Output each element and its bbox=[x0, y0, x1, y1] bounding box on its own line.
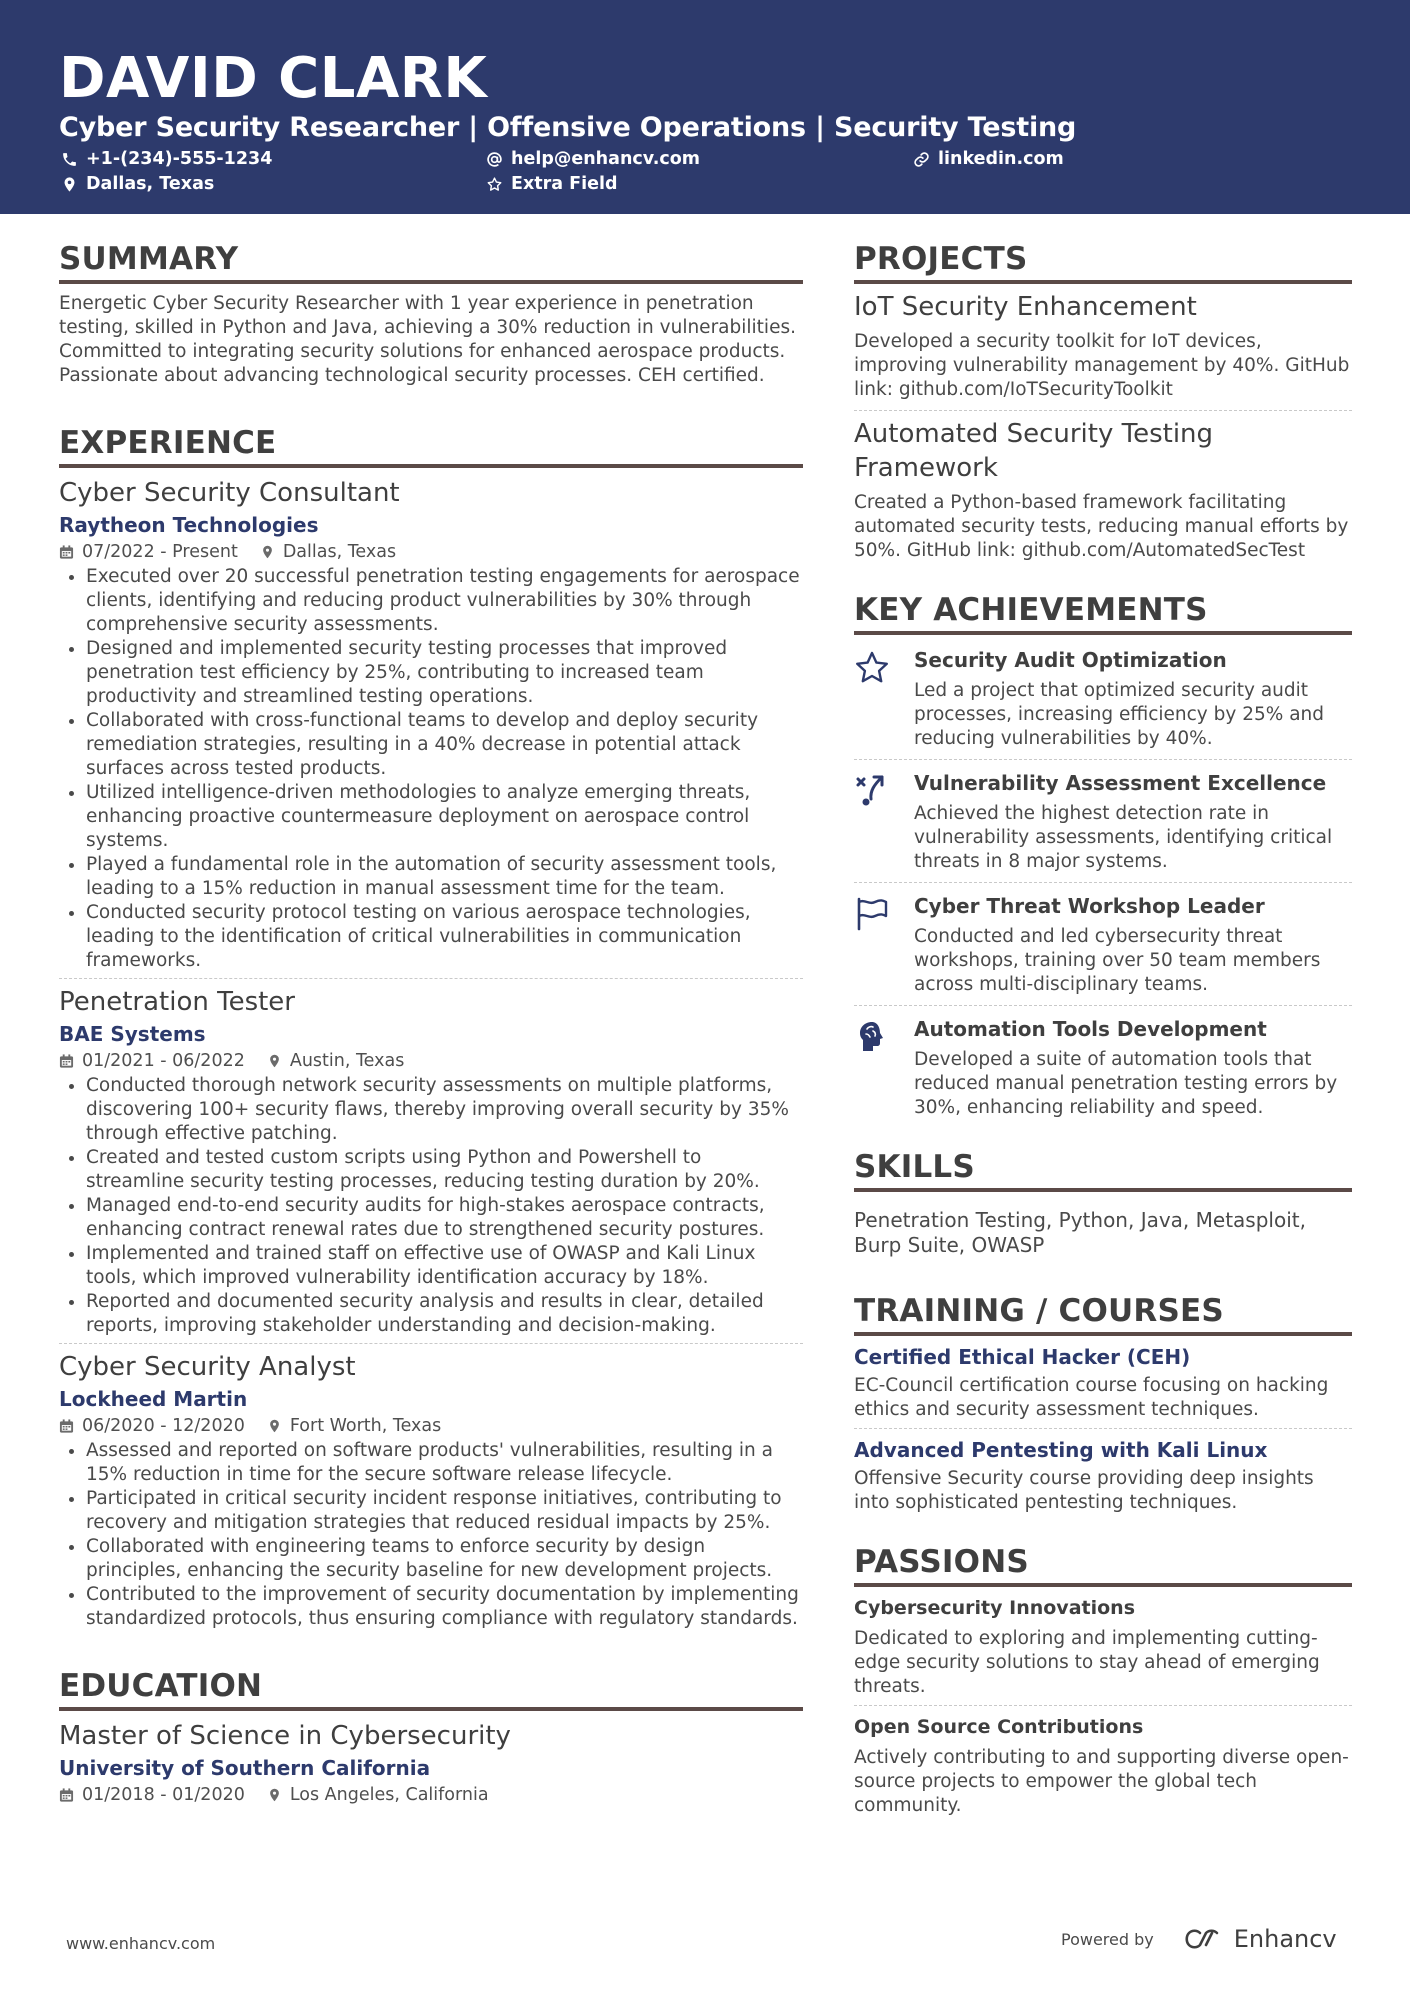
skills-text: Penetration Testing, Python, Java, Metasploit, Burp Suite, OWASP bbox=[854, 1208, 1306, 1257]
achievement-icon-wrap bbox=[854, 893, 914, 997]
project-title: IoT Security Enhancement bbox=[854, 292, 1197, 322]
job-location bbox=[260, 540, 396, 564]
bullet-item: Played a fundamental role in the automation of security assessment tools, leading to a 15% reduction in manual assessment time for the team. bbox=[59, 853, 803, 901]
education-section bbox=[59, 1667, 803, 1807]
passion-title: Cybersecurity Innovations bbox=[854, 1597, 1136, 1619]
company-name: BAE Systems bbox=[59, 1022, 206, 1046]
education-meta bbox=[59, 1783, 803, 1807]
bullet-item: Designed and implemented security testing processes that improved penetration test efficiency by 25%, contributing to increased team productivity and streamlined testing operations. bbox=[59, 637, 803, 709]
training-title: Certified Ethical Hacker (CEH) bbox=[854, 1345, 1191, 1369]
passion-entry bbox=[854, 1587, 1352, 1706]
job-bullets bbox=[59, 565, 803, 973]
bullet-item: Created and tested custom scripts using Python and Powershell to streamline security testing processes, reducing testing duration by 20%. bbox=[59, 1146, 803, 1194]
summary-text: Energetic Cyber Security Researcher with 1 year experience in penetration testing, skilled in Python and Java, achieving a 30% reduction in vulnerabilities. Committed to integrating security solutions for enhanced aerospace products. Passionate about advancing technological security processes. CEH certified. bbox=[59, 293, 796, 386]
education-location-text: Los Angeles, California bbox=[289, 1785, 489, 1805]
bullet-item: Assessed and reported on software products' vulnerabilities, resulting in a 15% reduction in time for the secure software release lifecycle. bbox=[59, 1439, 803, 1487]
bullet-item: Executed over 20 successful penetration testing engagements for aerospace clients, identifying and reducing product vulnerabilities by 30% through comprehensive security assessments. bbox=[59, 565, 803, 637]
calendar-icon bbox=[59, 1053, 74, 1069]
phone-icon bbox=[61, 151, 78, 168]
location-pin-icon bbox=[260, 544, 275, 560]
skills-section bbox=[854, 1148, 1352, 1258]
summary-section bbox=[59, 240, 803, 388]
section-title-projects: PROJECTS bbox=[854, 240, 1352, 284]
achievement-body bbox=[914, 1016, 1352, 1120]
education-dates bbox=[59, 1783, 245, 1807]
resume-header bbox=[0, 0, 1410, 214]
job-location-text: Dallas, Texas bbox=[282, 542, 397, 562]
achievement-icon-wrap bbox=[854, 1016, 914, 1120]
achievement-description: Achieved the highest detection rate in vulnerability assessments, identifying critical threats in 8 major systems. bbox=[914, 803, 1333, 872]
bullet-item: Utilized intelligence-driven methodologies to analyze emerging threats, enhancing proactive countermeasure deployment on aerospace control systems. bbox=[59, 781, 803, 853]
achievement-entry bbox=[854, 635, 1352, 760]
passion-description: Dedicated to exploring and implementing cutting-edge security solutions to stay ahead of emerging threats. bbox=[854, 1628, 1320, 1697]
location-pin-icon bbox=[267, 1418, 282, 1434]
left-column bbox=[59, 240, 803, 1807]
education-entry bbox=[59, 1711, 803, 1807]
star-icon bbox=[854, 650, 890, 686]
brand-name: Enhancv bbox=[1233, 1925, 1337, 1953]
bullet-item: Conducted thorough network security assessments on multiple platforms, discovering 100+ security flaws, thereby improving overall security by 35% through effective patching. bbox=[59, 1074, 803, 1146]
training-entry bbox=[854, 1429, 1352, 1515]
experience-entry bbox=[59, 979, 803, 1344]
achievement-entry bbox=[854, 883, 1352, 1006]
job-title: Penetration Tester bbox=[59, 987, 295, 1017]
job-bullets bbox=[59, 1074, 803, 1338]
section-title-training: TRAINING / COURSES bbox=[854, 1292, 1352, 1336]
powered-by-label: Powered by bbox=[1061, 1929, 1154, 1949]
education-location bbox=[267, 1783, 489, 1807]
candidate-headline: Cyber Security Researcher | Offensive Operations | Security Testing bbox=[59, 112, 1077, 143]
contact-email[interactable] bbox=[486, 147, 700, 171]
education-dates-text: 01/2018 - 01/2020 bbox=[82, 1785, 245, 1805]
link-icon bbox=[913, 151, 930, 168]
job-dates-text: 01/2021 - 06/2022 bbox=[82, 1051, 245, 1071]
job-dates bbox=[59, 540, 238, 564]
bullet-item: Managed end-to-end security audits for high-stakes aerospace contracts, enhancing contract renewal rates due to strengthened security postures. bbox=[59, 1194, 803, 1242]
achievement-body bbox=[914, 893, 1352, 997]
passion-entry bbox=[854, 1706, 1352, 1818]
bullet-item: Collaborated with cross-functional teams to develop and deploy security remediation strategies, resulting in a 40% decrease in potential attack surfaces across tested products. bbox=[59, 709, 803, 781]
strategy-icon bbox=[854, 773, 890, 809]
experience-entry bbox=[59, 1344, 803, 1631]
achievement-title: Security Audit Optimization bbox=[914, 648, 1227, 672]
contact-extra bbox=[486, 172, 618, 196]
candidate-name: DAVID CLARK bbox=[59, 46, 488, 111]
brain-head-icon bbox=[854, 1019, 890, 1055]
achievement-body bbox=[914, 770, 1352, 874]
calendar-icon bbox=[59, 1418, 74, 1434]
job-dates-text: 06/2020 - 12/2020 bbox=[82, 1416, 245, 1436]
project-entry bbox=[854, 284, 1352, 411]
bullet-item: Contributed to the improvement of security documentation by implementing standardized protocols, thus ensuring compliance with regulatory standards. bbox=[59, 1583, 803, 1631]
project-entry bbox=[854, 411, 1352, 563]
company-name: Lockheed Martin bbox=[59, 1387, 248, 1411]
star-outline-icon bbox=[486, 176, 503, 193]
job-meta bbox=[59, 1414, 803, 1438]
achievement-title: Automation Tools Development bbox=[914, 1017, 1267, 1041]
job-title: Cyber Security Analyst bbox=[59, 1352, 356, 1382]
achievement-title: Cyber Threat Workshop Leader bbox=[914, 894, 1265, 918]
section-title-passions: PASSIONS bbox=[854, 1543, 1352, 1587]
extra-text: Extra Field bbox=[511, 174, 618, 194]
achievement-description: Conducted and led cybersecurity threat workshops, training over 50 team members across multi-disciplinary teams. bbox=[914, 926, 1321, 995]
training-description: Offensive Security course providing deep insights into sophisticated pentesting techniques. bbox=[854, 1468, 1314, 1513]
bullet-item: Participated in critical security incident response initiatives, contributing to recovery and mitigation strategies that reduced residual impacts by 25%. bbox=[59, 1487, 803, 1535]
projects-section bbox=[854, 240, 1352, 563]
achievement-description: Developed a suite of automation tools that reduced manual penetration testing errors by 30%, enhancing reliability and speed. bbox=[914, 1049, 1338, 1118]
bullet-item: Implemented and trained staff on effective use of OWASP and Kali Linux tools, which improved vulnerability identification accuracy by 18%. bbox=[59, 1242, 803, 1290]
experience-entry bbox=[59, 468, 803, 979]
right-column bbox=[854, 240, 1352, 1818]
bullet-item: Reported and documented security analysis and results in clear, detailed reports, improving stakeholder understanding and decision-making. bbox=[59, 1290, 803, 1338]
school-name: University of Southern California bbox=[59, 1756, 431, 1780]
training-title: Advanced Pentesting with Kali Linux bbox=[854, 1438, 1268, 1462]
calendar-icon bbox=[59, 1787, 74, 1803]
job-meta bbox=[59, 1049, 803, 1073]
project-description: Developed a security toolkit for IoT devices, improving vulnerability management by 40%. GitHub link: github.com/IoTSecurityToolkit bbox=[854, 331, 1350, 400]
section-title-summary: SUMMARY bbox=[59, 240, 803, 284]
passion-description: Actively contributing to and supporting diverse open-source projects to empower the global tech community. bbox=[854, 1747, 1349, 1816]
achievement-icon-wrap bbox=[854, 647, 914, 751]
section-title-skills: SKILLS bbox=[854, 1148, 1352, 1192]
experience-section bbox=[59, 424, 803, 1631]
contact-phone[interactable] bbox=[61, 147, 272, 171]
training-section bbox=[854, 1292, 1352, 1515]
training-entry bbox=[854, 1336, 1352, 1429]
job-location bbox=[267, 1049, 405, 1073]
bullet-item: Conducted security protocol testing on various aerospace technologies, leading to the identification of critical vulnerabilities in communication frameworks. bbox=[59, 901, 803, 973]
email-text: help@enhancv.com bbox=[511, 149, 701, 169]
location-pin-icon bbox=[267, 1787, 282, 1803]
phone-text: +1-(234)-555-1234 bbox=[86, 149, 273, 169]
job-meta bbox=[59, 540, 803, 564]
flag-icon bbox=[854, 896, 890, 932]
footer-website-link[interactable]: www.enhancv.com bbox=[66, 1934, 216, 1953]
location-pin-icon bbox=[61, 176, 78, 193]
achievement-icon-wrap bbox=[854, 770, 914, 874]
linkedin-text: linkedin.com bbox=[938, 149, 1064, 169]
job-title: Cyber Security Consultant bbox=[59, 478, 400, 508]
footer-branding bbox=[1061, 1925, 1337, 1953]
location-text: Dallas, Texas bbox=[86, 174, 215, 194]
section-title-achievements: KEY ACHIEVEMENTS bbox=[854, 591, 1352, 635]
achievements-section bbox=[854, 591, 1352, 1120]
job-location-text: Fort Worth, Texas bbox=[289, 1416, 442, 1436]
achievement-body bbox=[914, 647, 1352, 751]
training-description: EC-Council certification course focusing on hacking ethics and security assessment techniques. bbox=[854, 1375, 1329, 1420]
calendar-icon bbox=[59, 544, 74, 560]
project-title: Automated Security Testing Framework bbox=[854, 419, 1214, 483]
section-title-experience: EXPERIENCE bbox=[59, 424, 803, 468]
enhancv-brand[interactable] bbox=[1180, 1925, 1337, 1953]
job-location-text: Austin, Texas bbox=[289, 1051, 405, 1071]
bullet-item: Collaborated with engineering teams to enforce security by design principles, enhancing the security baseline for new development projects. bbox=[59, 1535, 803, 1583]
achievement-entry bbox=[854, 1006, 1352, 1120]
contact-linkedin[interactable] bbox=[913, 147, 1064, 171]
achievement-entry bbox=[854, 760, 1352, 883]
passion-title: Open Source Contributions bbox=[854, 1716, 1144, 1738]
degree-title: Master of Science in Cybersecurity bbox=[59, 1721, 511, 1751]
job-bullets bbox=[59, 1439, 803, 1631]
project-description: Created a Python-based framework facilitating automated security tests, reducing manual efforts by 50%. GitHub link: github.com/AutomatedSecTest bbox=[854, 492, 1349, 561]
at-icon bbox=[486, 151, 503, 168]
achievement-description: Led a project that optimized security audit processes, increasing efficiency by 25% and reducing vulnerabilities by 40%. bbox=[914, 680, 1325, 749]
job-location bbox=[267, 1414, 441, 1438]
job-dates-text: 07/2022 - Present bbox=[82, 542, 238, 562]
job-dates bbox=[59, 1049, 245, 1073]
location-pin-icon bbox=[267, 1053, 282, 1069]
section-title-education: EDUCATION bbox=[59, 1667, 803, 1711]
passions-section bbox=[854, 1543, 1352, 1818]
enhancv-logo-icon bbox=[1180, 1927, 1226, 1951]
company-name: Raytheon Technologies bbox=[59, 513, 319, 537]
achievement-title: Vulnerability Assessment Excellence bbox=[914, 771, 1327, 795]
contact-location bbox=[61, 172, 214, 196]
job-dates bbox=[59, 1414, 245, 1438]
